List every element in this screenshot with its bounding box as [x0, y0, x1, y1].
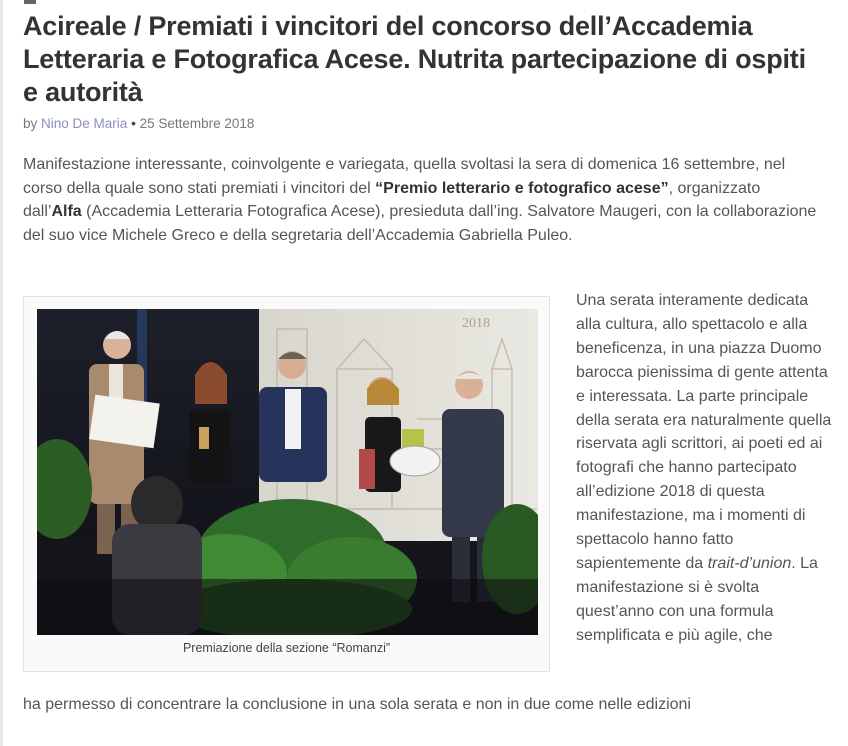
publish-date: 25 Settembre 2018 — [139, 116, 255, 131]
page-left-edge — [0, 0, 3, 746]
article-meta — [23, 116, 254, 131]
continuation-paragraph: ha permesso di concentrare la conclusione in una sola serata e non in due come nelle edizioni — [23, 696, 691, 713]
figure-caption: Premiazione della sezione “Romanzi” — [182, 641, 391, 655]
article-title: Acireale / Premiati i vincitori del concorso dell’Accademia Letteraria e Fotografica Acese. Nutrita partecipazione di ospiti e autorità — [23, 11, 806, 107]
award-ceremony-photo[interactable] — [37, 309, 538, 635]
header-strip — [0, 0, 848, 6]
side-text-2: . La manifestazione si è svolta quest’anno con una formula semplificata e più agile, che — [576, 554, 818, 644]
photo-year-text: 2018 — [462, 316, 490, 331]
by-label: by — [23, 116, 38, 131]
side-italic-trait: trait-d’union — [707, 554, 792, 572]
meta-separator: • — [131, 116, 136, 131]
article-figure — [23, 296, 550, 672]
side-paragraph — [576, 289, 832, 648]
lead-bold-alfa: Alfa — [51, 203, 82, 220]
lead-text-3: (Accademia Letteraria Fotografica Acese), presieduta dall’ing. Salvatore Maugeri, con la collaborazione del suo vice Michele Greco e della segretaria dell’Accademia Gabriella Puleo. — [23, 203, 817, 244]
lead-paragraph — [23, 153, 823, 247]
category-marker — [24, 0, 36, 4]
lead-text-1: Manifestazione interessante, coinvolgente e variegata, quella svoltasi la sera di domenica 16 settembre, nel corso della quale sono stati premiati i vincitori del — [23, 156, 786, 197]
side-text-1: Una serata interamente dedicata alla cultura, allo spettacolo e alla beneficenza, in una piazza Duomo barocca pienissima di gente attenta e interessata. La parte principale della serata era naturalmente quella riservata agli scrittori, ai poeti ed ai fotografi che hanno partecipato all’edizione 2018 di questa manifestazione, ma i momenti di spettacolo hanno fatto sapientemente da — [576, 292, 832, 572]
lead-text-2: , organizzato dall’ — [23, 179, 761, 220]
lead-bold-prize: “Premio letterario e fotografico acese” — [375, 179, 669, 197]
author-link[interactable]: Nino De Maria — [41, 116, 128, 131]
